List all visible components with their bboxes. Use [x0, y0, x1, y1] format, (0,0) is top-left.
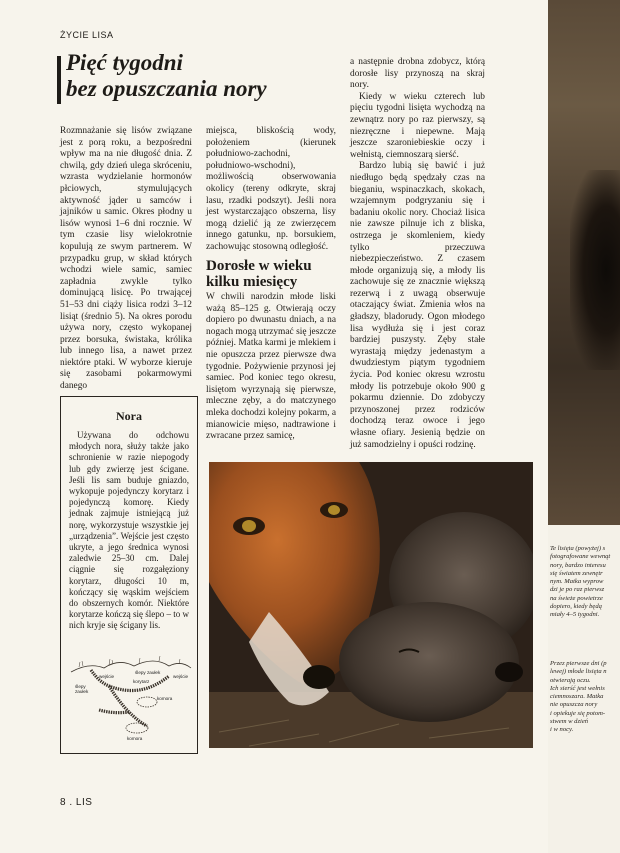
label-entrance-2: wejście: [173, 674, 189, 679]
fox-and-cubs-photo: [209, 462, 533, 748]
caption-line: nym. Matka wyprow: [550, 578, 604, 586]
subheading: Dorosłe w wieku kilku miesięcy: [206, 258, 312, 290]
label-dead-end-1a: ślepy: [75, 684, 86, 689]
column-3-para-2: Kiedy w wieku czterech lub pięciu tygodni lisięta wychodzą na zewnątrz nory po raz pierwszy, są niezręczne i niepewne. Mają jeszcze szaroniebieskie oczy i wełnistą, ciemnoszarą sierść.: [350, 91, 485, 160]
caption-line: nory, bardzo interesu: [550, 561, 606, 569]
chamber-1: [137, 697, 157, 707]
photo-illustration: [209, 462, 533, 748]
cub-2: [339, 602, 519, 722]
sidebar-box-nora: [60, 396, 198, 754]
title-accent-bar: [57, 56, 61, 104]
column-3-para-1: a następnie drobna zdobycz, którą dorosłe lisy przynoszą na skraj nory.: [350, 57, 485, 91]
caption-line: Przez pierwsze dni (p: [550, 660, 607, 667]
caption-line: i opiekuje się potom-: [550, 709, 606, 717]
caption-line: nie opuszcza nory: [550, 701, 598, 709]
section-label: ŻYCIE LISA: [60, 30, 114, 40]
column-1: [60, 126, 192, 393]
caption-bottom: [550, 660, 620, 735]
column-3: [350, 57, 485, 451]
title-line-1: Pięć tygodni: [66, 50, 183, 75]
caption-line: lewej) młode lisięta n: [550, 668, 607, 676]
caption-line: fotografowane wewnąt: [550, 553, 611, 561]
column-2-text: miejsca, bliskością wody, położeniem (kierunek południowo-zachodni, południowo-wschodni), możliwością obserwowania okolicy (tereny odkryte, skraj lasu, rzadki podszyt). Jeśli nora jest wystarczająco obszerna, lisy mogą dzielić ją ze zwierzęcem innego gatunku, np. borsukiem, zachowując stosowną odległość.: [206, 126, 336, 252]
chamber-2: [126, 723, 148, 733]
caption-line: na świeże powietrze: [550, 594, 603, 602]
burrow-diagram: [69, 652, 193, 742]
column-2: [206, 126, 336, 254]
label-chamber-1: komora: [157, 696, 173, 701]
article-title: [66, 50, 336, 102]
cub-nose: [495, 662, 523, 682]
caption-line: ciemnoszara. Matka: [550, 693, 604, 701]
label-dead-end-2: ślepy zaułek: [135, 670, 161, 675]
sidebar-title: Nora: [116, 409, 142, 423]
burrow-opening: [570, 170, 620, 370]
label-dead-end-1b: zaułek: [75, 689, 89, 694]
column-1-text: Rozmnażanie się lisów związane jest z porą roku, a bezpośredni wpływ ma na nie długość dnia. Z chwilą, gdy dzień ulega skróceniu, wzrasta wydzielanie hormonów płciowych, stymulujących aktywność jąder u samców i jajników u samic. Okres płodny u lisów wynosi 1–6 dni rocznie. W tym czasie lisy wielokrotnie kopulują ze swym partnerem. W przypadku grup, w skład których wchodzi wiele samic, samiec zapładnia zwykle tylko dominującą lisicę. Po trwającej 51–53 dni ciąży lisica rodzi 3–12 lisiąt (średnio 5). Na okres porodu używa nory, często wykopanej przez borsuka, świstaka, królika lub innego lisa, a nawet przez niektóre ptaki. W wyborze kieruje się zasobami pokarmowymi danego: [60, 126, 192, 392]
caption-line: Te lisięta (powyżej) s: [550, 545, 606, 552]
column-3-para-3: Bardzo lubią się bawić i już niedługo będą spędzały czas na bieganiu, wspinaczkach, skokach, wzajemnym podgryzaniu się i badaniu okolic nory. Chociaż lisica nie zawsze pilnuje ich z bliska, ostrzega je skomleniem, kiedy tylko przeczuwa niebezpieczeństwo. Z czasem młode organizują się, a młody lis zachowuje się ze znacznie większą rezerwą i z uwagą obserwuje otaczający świat. Zmienia włos na gładszy, bladorudy. Ogon młodego lisa wydłuża się i jest coraz bardziej puszysty. Zęby stałe wyrastają między jedenastym a dwudziestym piątym tygodniem życia. Pod koniec okresu wzrostu młody lis potrzebuje około 900 g pokarmu dziennie. Do zdobyczy przynoszonej przez rodziców dochodzą teraz owoce i jego własne ofiary. Jesienią będzie on już samodzielny i opuści rodzinę.: [350, 161, 485, 450]
caption-line: stwem w dzień: [550, 718, 589, 726]
caption-line: dopiero, kiedy będą: [550, 603, 602, 611]
title-line-2: bez opuszczania nory: [66, 76, 267, 101]
caption-line: otwierają oczu.: [550, 676, 591, 684]
fox-nose: [303, 665, 335, 689]
column-2-lower: [206, 292, 336, 443]
label-chamber-2: komora: [127, 736, 143, 741]
column-2-lower-text: W chwili narodzin młode liski ważą 85–125 g. Otwierają oczy dopiero po dwunastu dniach, a na nogach mogą utrzymać się jeszcze później. Matka karmi je mlekiem i nie opuszcza przez pierwsze dwa tygodnie. Pożywienie przynosi jej samiec. Pod koniec tego okresu, lisiętom wyrzynają się pierwsze, mleczne zęby, a do matczynego mleka dochodzi kolejny pokarm, a mianowicie mięso, nadtrawione i zwracane przez samicę,: [206, 292, 336, 442]
caption-line: się światem zewnętr: [550, 569, 603, 577]
caption-top: [550, 545, 620, 620]
burrow-photo: [548, 0, 620, 525]
caption-line: dzi je po raz pierwsz: [550, 586, 605, 594]
ground-line: [71, 661, 191, 672]
caption-line: Ich sierść jest wełnis: [550, 684, 605, 692]
label-entrance-1: wejście: [99, 674, 115, 679]
caption-line: miały 4–5 tygodni.: [550, 611, 600, 619]
page-number: 8 . LIS: [60, 797, 93, 808]
caption-line: i w nocy.: [550, 726, 574, 734]
sidebar-text: Używana do odchowu młodych nora, służy także jako schronienie w razie niepogody lub gdy zwierzę jest ścigane. Jeśli lis sam buduje gniazdo, wykopuje pojedynczy korytarz i pojedynczą komorę. Kiedy jednak zajmuje istniejącą już norę, wykorzystuje wszystkie jej „urządzenia”. Wejście jest często ukryte, a jego średnica wynosi zaledwie 25–30 cm. Dalej ciągnie się rozgałęziony korytarz, długości 10 m, kończący się wąskim wejściem do obszernych komór. Niektóre korytarze kończą się ślepo – to w nich kryje się ścigany lis.: [69, 430, 189, 631]
label-corridor: korytarz: [133, 679, 150, 684]
grass-tufts: [79, 656, 180, 667]
